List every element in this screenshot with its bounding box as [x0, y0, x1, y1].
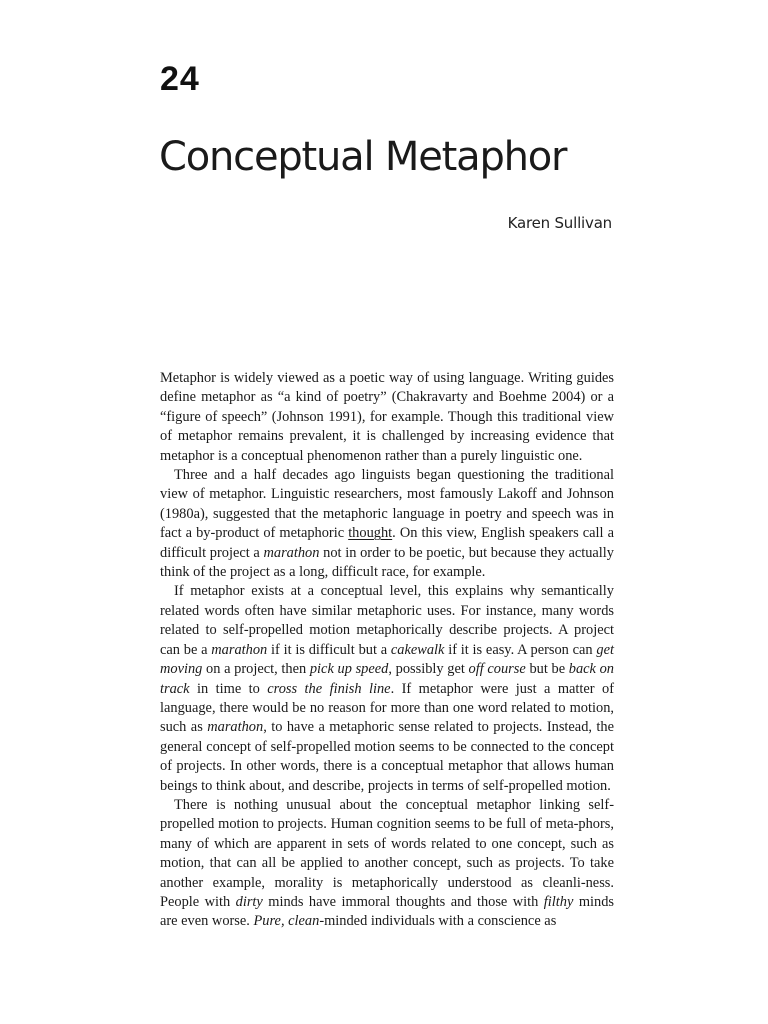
- text-run: Metaphor is widely viewed as a poetic way of using language. Writing guides define metaphor as “a kind of poetry” (Chakravarty and Boehme 2004) or a “figure of speech” (Johnson 1991), for example. Though this traditional view of metaphor remains prevalent, it is challenged by increasing evidence that metaphor is a conceptual phenomenon rather than a purely linguistic one.: [160, 370, 614, 464]
- italic-term: dirty: [235, 893, 263, 910]
- paragraph-2: [160, 466, 614, 582]
- author-name: Karen Sullivan: [507, 214, 612, 232]
- italic-term: Pure, clean: [253, 913, 320, 930]
- italic-term: cakewalk: [390, 641, 445, 658]
- chapter-title: Conceptual Metaphor: [159, 134, 567, 180]
- text-run: -minded individuals with a conscience as: [319, 913, 557, 930]
- italic-term: marathon: [263, 544, 320, 561]
- text-run: not in order to be poetic, but because they actually think of the project as a long, difficult race, for example.: [160, 544, 614, 581]
- italic-term: pick up speed: [309, 661, 389, 678]
- text-run: if it is difficult but a: [267, 641, 391, 658]
- body-text: [160, 369, 614, 932]
- underlined-term: thought: [348, 525, 393, 542]
- text-run: , to have a metaphoric sense related to projects. Instead, the general concept of self-propelled motion seems to be connected to the concept of projects. In other words, there is a conceptual metaphor that allows human beings to think about, and describe, projects in terms of self-propelled motion.: [160, 719, 614, 794]
- text-run: minds are even worse.: [160, 893, 615, 930]
- italic-term: back on track: [160, 661, 614, 697]
- italic-term: marathon: [211, 641, 268, 658]
- text-run: If metaphor exists at a conceptual level, this explains why semantically related words often have similar metaphoric uses. For instance, many words related to self-propelled motion metaphorically describe projects. A project can be a: [160, 583, 614, 658]
- text-run: if it is easy. A person can: [444, 641, 597, 658]
- italic-term: off course: [468, 661, 526, 678]
- text-run: . On this view, English speakers call a difficult project a: [160, 525, 614, 561]
- text-run: Three and a half decades ago linguists began questioning the traditional view of metaphor. Linguistic researchers, most famously Lakoff and Johnson (1980a), suggested that the metaphoric language in poetry and speech was in fact a by-product of metaphoric: [160, 467, 614, 542]
- text-run: but be: [525, 661, 569, 678]
- paragraph-1: [160, 369, 614, 466]
- italic-term: get moving: [160, 641, 614, 678]
- italic-term: marathon: [207, 719, 264, 736]
- text-run: on a project, then: [202, 661, 310, 678]
- text-run: minds have immoral thoughts and those with: [262, 893, 544, 910]
- italic-term: filthy: [543, 893, 574, 910]
- chapter-number: 24: [160, 60, 200, 98]
- text-run: . If metaphor were just a matter of language, there would be no reason for more than one word related to motion, such as: [160, 680, 615, 736]
- text-run: , possibly get: [388, 661, 469, 678]
- text-run: There is nothing unusual about the conceptual metaphor linking self-propelled motion to projects. Human cognition seems to be full of meta-phors, many of which are apparent in sets of words related to one concept, such as motion, that can all be applied to another concept, such as projects. To take another example, morality is metaphorically understood as cleanli-ness. People with: [160, 796, 614, 910]
- paragraph-3: [160, 582, 614, 795]
- italic-term: cross the finish line: [267, 680, 391, 697]
- text-run: in time to: [189, 680, 268, 697]
- paragraph-4: [160, 796, 614, 932]
